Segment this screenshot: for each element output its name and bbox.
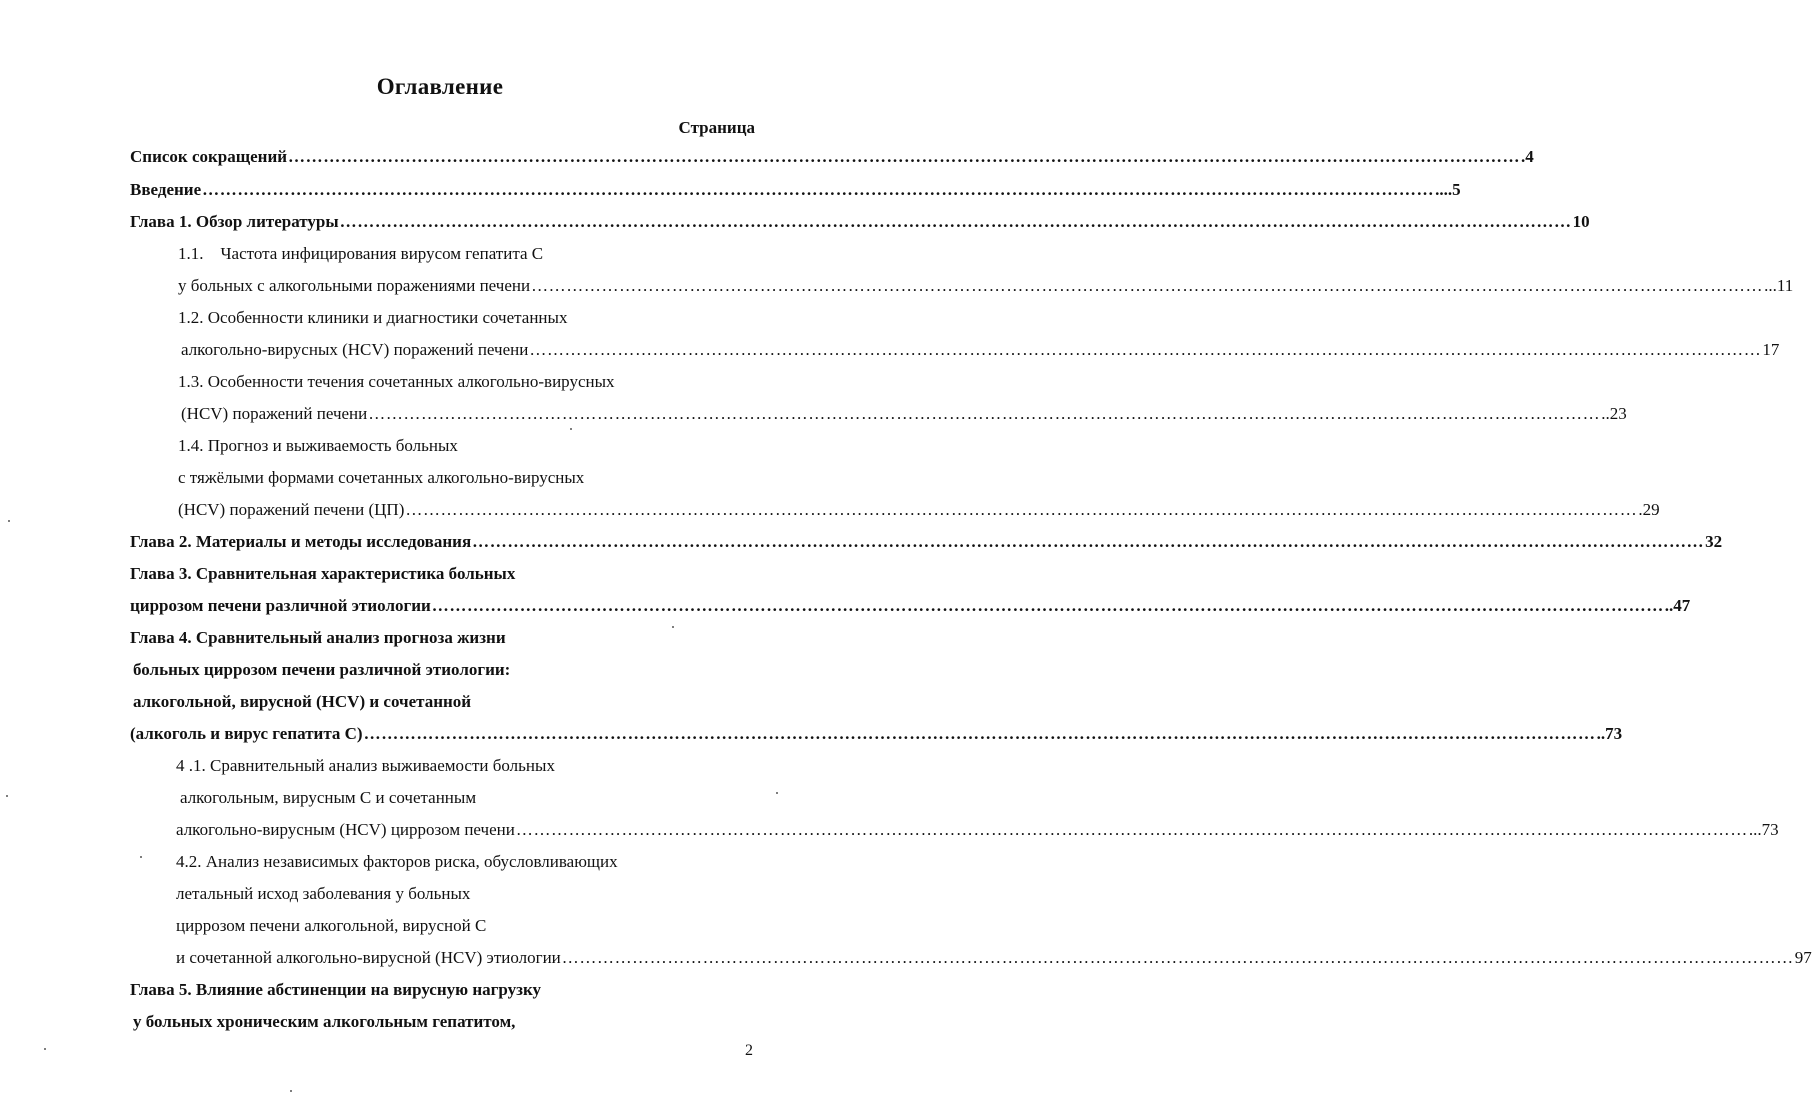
toc-entry-section-1-4[interactable] [178, 434, 738, 458]
toc-entry-text: 1.4. Прогноз и выживаемость больных [178, 436, 458, 455]
toc-entry-section-4-2-cont-2[interactable] [176, 914, 736, 938]
scan-speck [570, 428, 572, 430]
toc-page-number: ....5 [1435, 180, 1461, 199]
toc-entry-section-1-3-cont[interactable] [181, 402, 1627, 426]
toc-entry-section-1-4-cont[interactable] [178, 466, 738, 490]
toc-entry-section-1-2[interactable] [178, 306, 738, 330]
toc-entry-chapter-4-end[interactable] [130, 722, 1623, 746]
toc-entry-abbreviations[interactable] [130, 145, 1534, 169]
toc-entry-section-1-4-end[interactable] [178, 498, 1660, 522]
scan-speck [290, 1090, 292, 1092]
toc-entry-text: алкогольно-вирусным (HCV) циррозом печени [176, 820, 515, 839]
toc-entry-text: (HCV) поражений печени [181, 404, 368, 423]
toc-entry-text: Введение [130, 180, 202, 199]
toc-entry-section-4-1-cont[interactable] [180, 786, 736, 810]
scan-speck [8, 520, 10, 522]
scan-speck [44, 1048, 46, 1050]
toc-entry-text: летальный исход заболевания у больных [176, 884, 471, 903]
page-column-header: Страница [678, 118, 755, 137]
scan-speck [672, 626, 674, 628]
toc-entry-text: 1.2. Особенности клиники и диагностики сочетанных [178, 308, 568, 327]
toc-entry-text: 4 .1. Сравнительный анализ выживаемости больных [176, 756, 555, 775]
toc-entry-section-1-1[interactable] [178, 242, 738, 266]
toc-entry-text: алкогольно-вирусных (HCV) поражений печени [181, 340, 529, 359]
toc-entry-text: циррозом печени алкогольной, вирусной С [176, 916, 487, 935]
page-title: Оглавление [376, 74, 504, 99]
toc-entry-chapter-5[interactable] [130, 978, 736, 1002]
scan-speck [6, 795, 8, 797]
toc-entry-text: с тяжёлыми формами сочетанных алкогольно-вирусных [178, 468, 585, 487]
toc-entry-chapter-5-cont[interactable] [133, 1010, 736, 1034]
toc-entry-text: Глава 5. Влияние абстиненции на вирусную нагрузку [130, 980, 542, 999]
toc-entry-text: циррозом печени различной этиологии [130, 596, 431, 615]
page-number: 2 [745, 1042, 753, 1059]
toc-entry-section-4-1-end[interactable] [176, 818, 1779, 842]
toc-entry-text: и сочетанной алкогольно-вирусной (HCV) этиологии [176, 948, 561, 967]
toc-entry-text: больных циррозом печени различной этиологии: [133, 660, 511, 679]
toc-entry-chapter-4-cont-2[interactable] [133, 690, 736, 714]
toc-entry-chapter-4[interactable] [130, 626, 736, 650]
toc-entry-introduction[interactable] [130, 178, 1461, 202]
toc-entry-chapter-4-cont-1[interactable] [133, 658, 736, 682]
toc-entry-section-4-2[interactable] [176, 850, 736, 874]
toc-leader-dots: ………………………………………………………………………………………………………………………………………………………………………………………… [531, 276, 1764, 295]
toc-leader-dots: ………………………………………………………………………………………………………………………………………………………………………………………… [339, 212, 1572, 231]
toc-leader-dots: ………………………………………………………………………………………………………………………………………………………………………………………… [561, 948, 1794, 967]
toc-entry-text: алкогольным, вирусным С и сочетанным [180, 788, 477, 807]
toc-page-number: 32 [1705, 532, 1723, 551]
toc-entry-text: 4.2. Анализ независимых факторов риска, обусловливающих [176, 852, 618, 871]
toc-leader-dots: ………………………………………………………………………………………………………………………………………………………………………………………… [515, 820, 1748, 839]
toc-page-number: ..23 [1601, 404, 1627, 423]
toc-entry-text: Глава 4. Сравнительный анализ прогноза жизни [130, 628, 506, 647]
toc-leader-dots: ………………………………………………………………………………………………………………………………………………………………………………………… [529, 340, 1762, 359]
toc-leader-dots: ………………………………………………………………………………………………………………………………………………………………………………………… [202, 180, 1435, 199]
toc-page-number: ..73 [1596, 724, 1623, 743]
toc-entry-text: алкогольной, вирусной (HCV) и сочетанной [133, 692, 472, 711]
scan-speck [140, 856, 142, 858]
toc-leader-dots: ………………………………………………………………………………………………………………………………………………………………………………………… [431, 596, 1664, 615]
toc-entry-section-4-1[interactable] [176, 754, 736, 778]
toc-page-number: ...11 [1764, 276, 1794, 295]
toc-leader-dots: ………………………………………………………………………………………………………………………………………………………………………………………… [288, 147, 1521, 166]
toc-leader-dots: ………………………………………………………………………………………………………………………………………………………………………………………… [405, 500, 1638, 519]
scan-speck [776, 792, 778, 794]
toc-page-number: 17 [1762, 340, 1780, 359]
toc-entry-text: у больных с алкогольными поражениями печени [178, 276, 531, 295]
toc-entry-section-1-2-cont[interactable] [181, 338, 1780, 362]
toc-leader-dots: ………………………………………………………………………………………………………………………………………………………………………………………… [472, 532, 1705, 551]
toc-entry-text: Глава 1. Обзор литературы [130, 212, 339, 231]
toc-entry-chapter-1[interactable] [130, 210, 1590, 234]
toc-page-number: 10 [1572, 212, 1590, 231]
toc-page-number: ..47 [1664, 596, 1691, 615]
toc-page-number: ...73 [1748, 820, 1779, 839]
toc-entry-text: Глава 2. Материалы и методы исследования [130, 532, 472, 551]
toc-entry-text: Список сокращений [130, 147, 288, 166]
toc-entry-text: Глава 3. Сравнительная характеристика больных [130, 564, 516, 583]
toc-entry-text: (алкоголь и вирус гепатита С) [130, 724, 363, 743]
toc-page-number: .4 [1521, 147, 1534, 166]
toc-entry-section-4-2-end[interactable] [176, 946, 1812, 970]
toc-entry-text: 1.3. Особенности течения сочетанных алкогольно-вирусных [178, 372, 615, 391]
toc-leader-dots: ………………………………………………………………………………………………………………………………………………………………………………………… [363, 724, 1596, 743]
toc-page-number: .29 [1638, 500, 1660, 519]
toc-entry-section-4-2-cont-1[interactable] [176, 882, 736, 906]
toc-entry-chapter-2[interactable] [130, 530, 1723, 554]
toc-entry-text: у больных хроническим алкогольным гепатитом, [133, 1012, 516, 1031]
toc-entry-text: 1.1. Частота инфицирования вирусом гепатита С [178, 244, 544, 263]
toc-entry-text: (HCV) поражений печени (ЦП) [178, 500, 405, 519]
toc-entry-chapter-3-cont[interactable] [130, 594, 1691, 618]
toc-page-number: 97 [1794, 948, 1812, 967]
toc-leader-dots: ………………………………………………………………………………………………………………………………………………………………………………………… [368, 404, 1601, 423]
toc-entry-section-1-3[interactable] [178, 370, 738, 394]
toc-entry-chapter-3[interactable] [130, 562, 736, 586]
toc-entry-section-1-1-cont[interactable] [178, 274, 1794, 298]
